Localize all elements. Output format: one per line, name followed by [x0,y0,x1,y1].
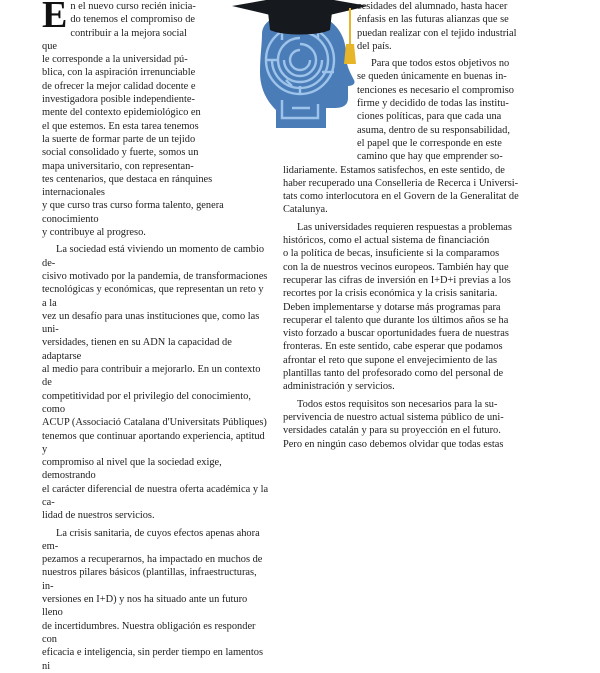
text-line: compromiso al nivel que la sociedad exige, demostrando [42,457,222,482]
text-line: el papel que le corresponde en este [357,137,502,149]
text-line: competitividad por el privilegio del conocimiento, como [42,390,251,415]
paragraph-3 [42,527,270,673]
text-line: camino que hay que emprender so- [357,151,503,163]
text-line: eficacia e inteligencia, sin perder tiempo en lamentos ni [42,647,263,672]
text-line: tats como interlocutora en el Govern de la Generalitat de [283,191,519,203]
text-line: do tenemos el compromiso de [70,14,196,26]
text-line: o la política de becas, insuficiente si la comparamos [283,248,500,260]
text-line: y contribuye al progreso. [42,227,146,239]
text-line: históricos, como el actual sistema de financiación [283,235,490,247]
text-line: asuma, dentro de su responsabilidad, [357,124,510,136]
text-line: investigadora posible independiente- [42,94,195,106]
text-line: versiones en I+D) y nos ha situado ante un futuro lleno [42,594,248,619]
text-line: el que estemos. En esta tarea tenemos [42,120,199,132]
text-line: blica, con la aspiración irrenunciable [42,67,196,79]
text-line: vez un desafío para unas instituciones que, como las uni- [42,310,260,336]
right-top-block [357,0,545,164]
text-line: de incertidumbres. Nuestra obligación es responder con [42,620,256,645]
text-line: puedan realizar con el tejido industrial [357,27,517,39]
text-line: visto forzado a buscar oportunidades fuera de nuestras [283,328,509,340]
paragraph-4-right [283,398,545,451]
text-line: tes centenarios, que destaca en ránquines internacionales [42,173,213,199]
text-line: pervivencia de nuestro actual sistema público de uni- [283,411,504,423]
text-line: se queden únicamente en buenas in- [357,71,507,83]
article-column-right [283,0,545,451]
text-line: firme y decidido de todas las institu- [357,98,509,110]
text-line: y que curso tras curso forma talento, genera conocimiento [42,200,224,225]
text-line: al medio para contribuir a mejorarlo. En un contexto de [42,364,261,389]
text-line: mapa universitario, con representan- [42,160,194,172]
text-line: Catalunya. [283,204,328,216]
text-line: afrontar el reto que supone el envejecimiento de las [283,354,498,366]
text-line: de ofrecer la mejor calidad docente e [42,80,196,92]
text-line: ACUP (Associació Catalana d'Universitats Públiques) [42,417,267,429]
paragraph-2 [42,243,270,522]
text-line: cesidades del alumnado, hasta hacer [357,1,508,12]
text-line: con la de nuestros vecinos europeos. También hay que [283,261,509,273]
paragraph-objectives [357,57,545,163]
text-line: fronteras. En este sentido, cabe esperar que podamos [283,341,503,353]
text-line: administración y servicios. [283,381,395,393]
text-line: Deben implementarse y dotarse más programas para [283,301,501,313]
text-line: social consolidado y fuerte, somos un [42,147,199,159]
text-line: tenemos que continuar aportando experiencia, aptitud y [42,430,265,455]
text-line: haber recuperado una Conselleria de Recerca i Universi- [283,177,519,189]
text-line: le corresponde a la universidad pú- [42,54,188,66]
text-line: recuperar las cifras de inversión en I+D+i previas a los [283,274,511,286]
text-line: Para que todos estos objetivos no [371,58,510,70]
text-line: plantillas tanto del profesorado como del personal de [283,368,504,380]
text-line: lidad de nuestros servicios. [42,510,155,522]
text-line: nuestros pilares básicos (plantillas, infraestructuras, in- [42,567,257,592]
text-line: Las universidades requieren respuestas a problemas [297,221,512,233]
text-line: contribuir a la mejora social que [42,27,187,52]
text-line: Pero en ningún caso debemos olvidar que todas estas [283,438,504,450]
text-line: tenciones es necesario el compromiso [357,84,514,96]
text-line: versidades, tienen en su ADN la capacidad de adaptarse [42,337,232,362]
text-line: ciones políticas, para que cada una [357,111,502,123]
text-line: versidades catalán y para su proyección en el futuro. [283,425,501,437]
text-line: n el nuevo curso recién inicia- [70,1,196,12]
text-line: del país. [357,40,392,52]
text-line: La sociedad está viviendo un momento de cambio de- [42,244,265,269]
text-line: La crisis sanitaria, de cuyos efectos apenas ahora em- [42,527,260,552]
text-line: recuperar el talento que durante los últimos años se ha [283,314,509,326]
text-line: pezamos a recuperarnos, ha impactado en muchos de [42,554,263,566]
text-line: énfasis en las futuras alianzas que se [357,14,509,26]
text-line: Todos estos requisitos son necesarios para la su- [297,398,498,410]
text-line: la suerte de formar parte de un tejido [42,133,196,145]
text-line: recortes por la crisis económica y la crisis sanitaria. [283,288,498,300]
text-line: lidariamente. Estamos satisfechos, en este sentido, de [283,164,505,176]
paragraph-3-right [283,221,545,394]
drop-cap: E [42,0,68,36]
text-line: mente del contexto epidemiológico en [42,107,201,119]
text-line: tecnológicas y económicas, que representan un reto y a la [42,284,264,309]
text-line: cisivo motivado por la pandemia, de transformaciones [42,270,268,282]
text-line: el carácter diferencial de nuestra oferta académica y la ca- [42,483,269,508]
